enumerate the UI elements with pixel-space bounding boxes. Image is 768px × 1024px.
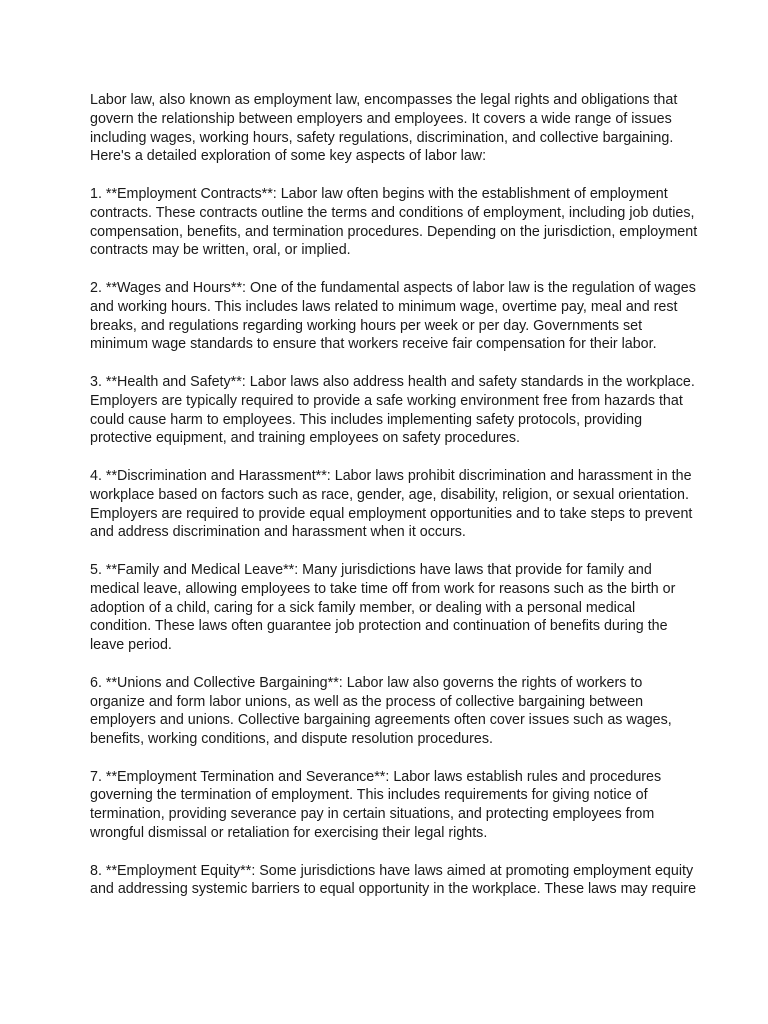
intro-line: Here's a detailed exploration of some key aspects of labor law: bbox=[90, 148, 487, 165]
employment-equity-line: 8. **Employment Equity**: Some jurisdictions have laws aimed at promoting employment equity bbox=[90, 862, 694, 879]
paragraph-gap bbox=[90, 260, 690, 279]
discrimination-line: 4. **Discrimination and Harassment**: Labor laws prohibit discrimination and harassment in the bbox=[90, 467, 692, 484]
employment-contracts-line: 1. **Employment Contracts**: Labor law often begins with the establishment of employment bbox=[90, 185, 668, 202]
family-leave-line: leave period. bbox=[90, 637, 172, 654]
termination-line: 7. **Employment Termination and Severance**: Labor laws establish rules and procedures bbox=[90, 768, 662, 785]
employment-contracts-line: contracts may be written, oral, or implied. bbox=[90, 242, 351, 259]
intro-line: govern the relationship between employers and employees. It covers a wide range of issues bbox=[90, 110, 672, 127]
wages-hours-line: 2. **Wages and Hours**: One of the fundamental aspects of labor law is the regulation of wages bbox=[90, 279, 696, 296]
intro-line: including wages, working hours, safety regulations, discrimination, and collective bargaining. bbox=[90, 129, 674, 146]
document-body bbox=[90, 91, 698, 899]
discrimination-line: workplace based on factors such as race, gender, age, disability, religion, or sexual orientation. bbox=[90, 486, 689, 503]
health-safety-line: could cause harm to employees. This includes implementing safety protocols, providing bbox=[90, 411, 643, 428]
paragraph-gap bbox=[90, 354, 690, 373]
unions-line: organize and form labor unions, as well as the process of collective bargaining between bbox=[90, 693, 644, 710]
termination-line: governing the termination of employment. This includes requirements for giving notice of bbox=[90, 787, 648, 804]
family-leave-line: adoption of a child, caring for a sick family member, or dealing with a personal medical bbox=[90, 599, 636, 616]
paragraph-gap bbox=[90, 843, 690, 862]
family-leave-line: condition. These laws often guarantee job protection and continuation of benefits during the bbox=[90, 618, 668, 635]
paragraph-gap bbox=[90, 166, 690, 185]
employment-contracts-line: contracts. These contracts outline the terms and conditions of employment, including job duties, bbox=[90, 204, 695, 221]
discrimination-line: Employers are required to provide equal employment opportunities and to take steps to prevent bbox=[90, 505, 693, 522]
wages-hours-line: minimum wage standards to ensure that workers receive fair compensation for their labor. bbox=[90, 336, 657, 353]
unions-line: benefits, working conditions, and dispute resolution procedures. bbox=[90, 731, 493, 748]
family-leave-line: 5. **Family and Medical Leave**: Many jurisdictions have laws that provide for family and bbox=[90, 561, 652, 578]
intro-line: Labor law, also known as employment law, encompasses the legal rights and obligations that bbox=[90, 92, 678, 108]
wages-hours-line: and working hours. This includes laws related to minimum wage, overtime pay, meal and rest bbox=[90, 298, 678, 315]
paragraph-gap bbox=[90, 542, 690, 561]
wages-hours-line: breaks, and regulations regarding working hours per week or per day. Governments set bbox=[90, 317, 643, 334]
unions-line: 6. **Unions and Collective Bargaining**: Labor law also governs the rights of workers to bbox=[90, 674, 643, 691]
employment-equity-line: and addressing systemic barriers to equal opportunity in the workplace. These laws may require bbox=[90, 881, 697, 898]
paragraph-gap bbox=[90, 448, 690, 467]
health-safety-line: protective equipment, and training employees on safety procedures. bbox=[90, 430, 520, 447]
health-safety-line: 3. **Health and Safety**: Labor laws also address health and safety standards in the workplace. bbox=[90, 373, 695, 390]
paragraph-gap bbox=[90, 749, 690, 768]
family-leave-line: medical leave, allowing employees to take time off from work for reasons such as the birth or bbox=[90, 580, 676, 597]
termination-line: wrongful dismissal or retaliation for exercising their legal rights. bbox=[90, 825, 488, 842]
termination-line: termination, providing severance pay in certain situations, and protecting employees from bbox=[90, 806, 655, 823]
health-safety-line: Employers are typically required to provide a safe working environment free from hazards that bbox=[90, 392, 683, 409]
paragraph-gap bbox=[90, 655, 690, 674]
unions-line: employers and unions. Collective bargaining agreements often cover issues such as wages, bbox=[90, 712, 672, 729]
employment-contracts-line: compensation, benefits, and termination procedures. Depending on the jurisdiction, employment bbox=[90, 223, 698, 240]
discrimination-line: and address discrimination and harassment when it occurs. bbox=[90, 524, 466, 541]
